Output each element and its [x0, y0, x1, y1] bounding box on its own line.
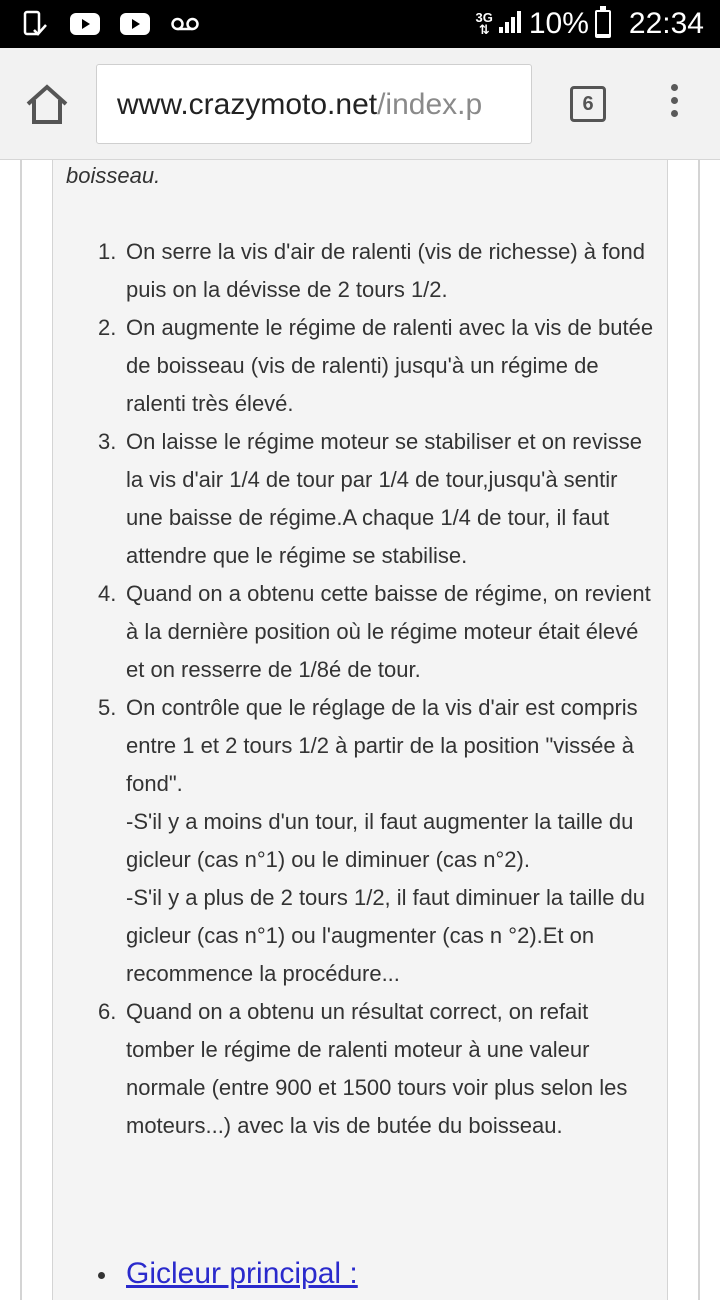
bullet-icon	[98, 1272, 105, 1279]
youtube-icon	[70, 10, 100, 38]
list-number: 1.	[98, 239, 117, 264]
notification-icons	[20, 10, 200, 38]
list-item	[98, 575, 656, 689]
youtube-icon	[120, 10, 150, 38]
url-path: /index.p	[377, 88, 483, 121]
url-host: www.crazymoto.net	[117, 88, 378, 121]
more-vert-icon-dot	[671, 110, 678, 117]
list-item-text: On augmente le régime de ralenti avec la vis de butée de boisseau (vis de ralenti) jusqu'à un régime de ralenti très élevé.	[126, 315, 654, 416]
battery-icon	[595, 10, 611, 38]
tab-switcher-button[interactable]: 6	[570, 86, 606, 122]
list-number: 5.	[98, 695, 117, 720]
list-item	[98, 689, 656, 993]
list-item-subnote: -S'il y a moins d'un tour, il faut augmenter la taille du gicleur (cas n°1) ou le diminuer (cas n°2).	[126, 809, 634, 872]
intro-text: boisseau.	[66, 163, 161, 188]
list-item	[98, 233, 656, 309]
list-item	[98, 309, 656, 423]
clock: 22:34	[628, 7, 704, 40]
battery-level	[597, 34, 609, 36]
home-icon	[22, 82, 72, 126]
list-number: 2.	[98, 315, 117, 340]
more-vert-icon-dot	[671, 97, 678, 104]
list-number: 3.	[98, 429, 117, 454]
list-item-text: On contrôle que le réglage de la vis d'air est compris entre 1 et 2 tours 1/2 à partir de la position "vissée à fond".	[126, 695, 638, 796]
signal-icon	[497, 9, 523, 40]
list-number: 6.	[98, 999, 117, 1024]
list-item-text: On serre la vis d'air de ralenti (vis de richesse) à fond puis on la dévisse de 2 tours 1/2.	[126, 239, 645, 302]
list-item	[98, 423, 656, 575]
list-item-text: Quand on a obtenu cette baisse de régime, on revient à la dernière position où le régime moteur était élevé et on resserre de 1/8é de tour.	[126, 581, 651, 682]
section-heading-link[interactable]: Gicleur principal :	[126, 1257, 358, 1290]
list-item-text: On laisse le régime moteur se stabiliser et on revisse la vis d'air 1/4 de tour par 1/4 de tour,jusqu'à sentir une baisse de régime.A chaque 1/4 de tour, il faut attendre que le régime se stabilise.	[126, 429, 642, 568]
more-vert-icon	[671, 84, 678, 91]
network-type	[476, 12, 493, 36]
screenshot-icon	[20, 10, 50, 38]
status-indicators	[476, 6, 704, 42]
list-item-text: Quand on a obtenu un résultat correct, on refait tomber le régime de ralenti moteur à une valeur normale (entre 900 et 1500 tours voir plus selon les moteurs...) avec la vis de butée du boisseau.	[126, 999, 628, 1138]
list-item	[98, 993, 656, 1145]
list-item-subnote: -S'il y a plus de 2 tours 1/2, il faut diminuer la taille du gicleur (cas n°1) ou l'augmenter (cas n °2).Et on recommence la procédure...	[126, 885, 646, 986]
network-label: 3G	[475, 10, 493, 25]
home-button[interactable]	[22, 82, 72, 126]
voicemail-icon	[170, 10, 200, 38]
battery-percent: 10%	[528, 7, 589, 40]
overflow-menu-button[interactable]	[664, 84, 684, 124]
url-text	[117, 87, 482, 123]
browser-toolbar	[0, 48, 720, 160]
procedure-list	[98, 233, 656, 1145]
url-bar[interactable]	[96, 64, 532, 144]
list-number: 4.	[98, 581, 117, 606]
data-arrows-icon: ⇅	[478, 22, 490, 37]
status-bar	[0, 0, 720, 48]
